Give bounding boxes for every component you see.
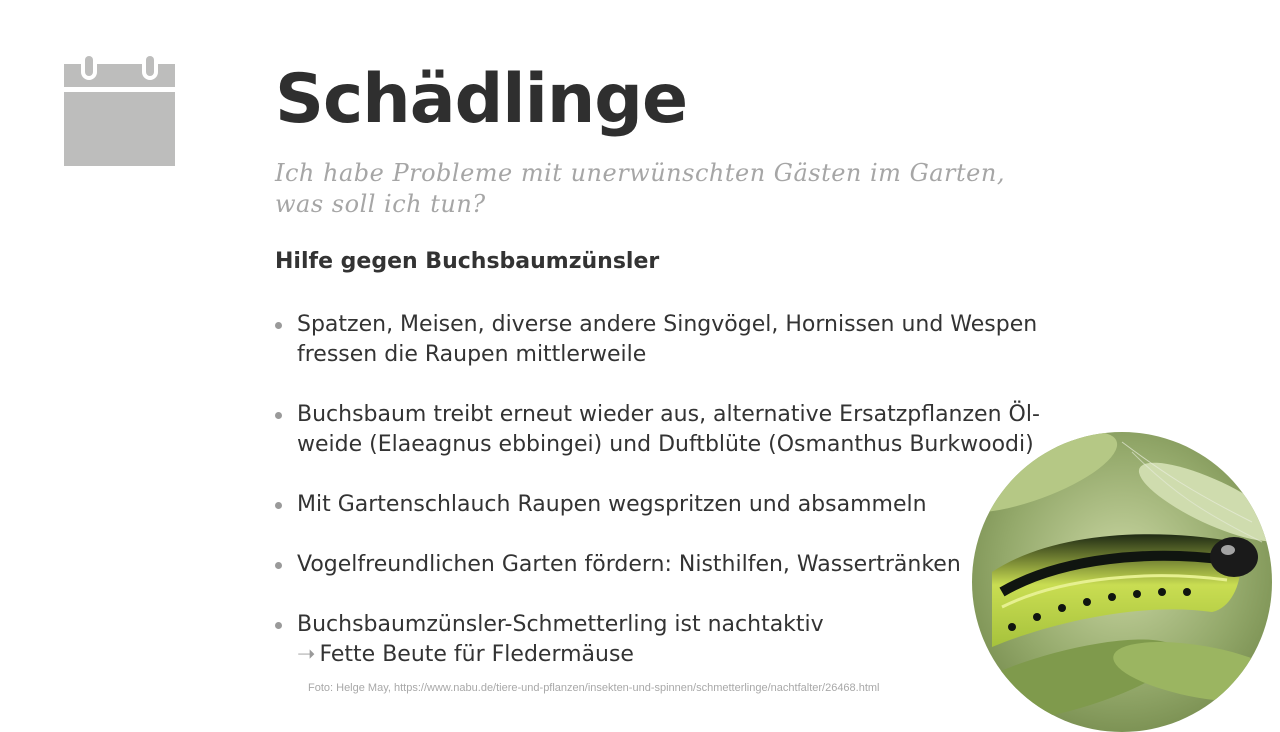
calendar-icon <box>64 54 175 166</box>
bullet-line: weide (Elaeagnus ebbingei) und Duftblüte (Osmanthus Burkwoodi) <box>297 432 1034 457</box>
bullet-line: Fette Beute für Fledermäuse <box>319 642 634 667</box>
bullet-dot-icon <box>275 562 282 569</box>
arrow-right-icon: ➝ <box>297 642 316 667</box>
bullet-line: Spatzen, Meisen, diverse andere Singvögel, Hornissen und Wespen <box>297 312 1038 337</box>
bullet-dot-icon <box>275 502 282 509</box>
bullet-list <box>275 310 1065 700</box>
bullet-dot-icon <box>275 412 282 419</box>
bullet-line: Mit Gartenschlauch Raupen wegspritzen und absammeln <box>297 492 927 517</box>
slide-title: Schädlinge <box>275 60 688 139</box>
bullet-line: Buchsbaumzünsler-Schmetterling ist nachtaktiv <box>297 612 824 637</box>
bullet-item <box>275 490 1065 520</box>
bullet-item <box>275 310 1065 370</box>
photo-caption: Foto: Helge May, https://www.nabu.de/tiere-und-pflanzen/insekten-und-spinnen/schmetterlinge/nachtfalter/26468.html <box>308 682 880 694</box>
slide-subtitle: Ich habe Probleme mit unerwünschten Gästen im Garten, was soll ich tun? <box>275 159 1005 218</box>
section-heading: Hilfe gegen Buchsbaumzünsler <box>275 249 660 274</box>
bullet-line: Vogelfreundlichen Garten fördern: Nisthilfen, Wassertränken <box>297 552 961 577</box>
bullet-item <box>275 610 1065 670</box>
caterpillar-photo <box>972 432 1272 732</box>
bullet-line: Buchsbaum treibt erneut wieder aus, alternative Ersatzpflanzen Öl- <box>297 402 1040 427</box>
bullet-dot-icon <box>275 322 282 329</box>
bullet-line: fressen die Raupen mittlerweile <box>297 342 647 367</box>
bullet-item <box>275 550 1065 580</box>
bullet-item <box>275 400 1065 460</box>
bullet-dot-icon <box>275 622 282 629</box>
